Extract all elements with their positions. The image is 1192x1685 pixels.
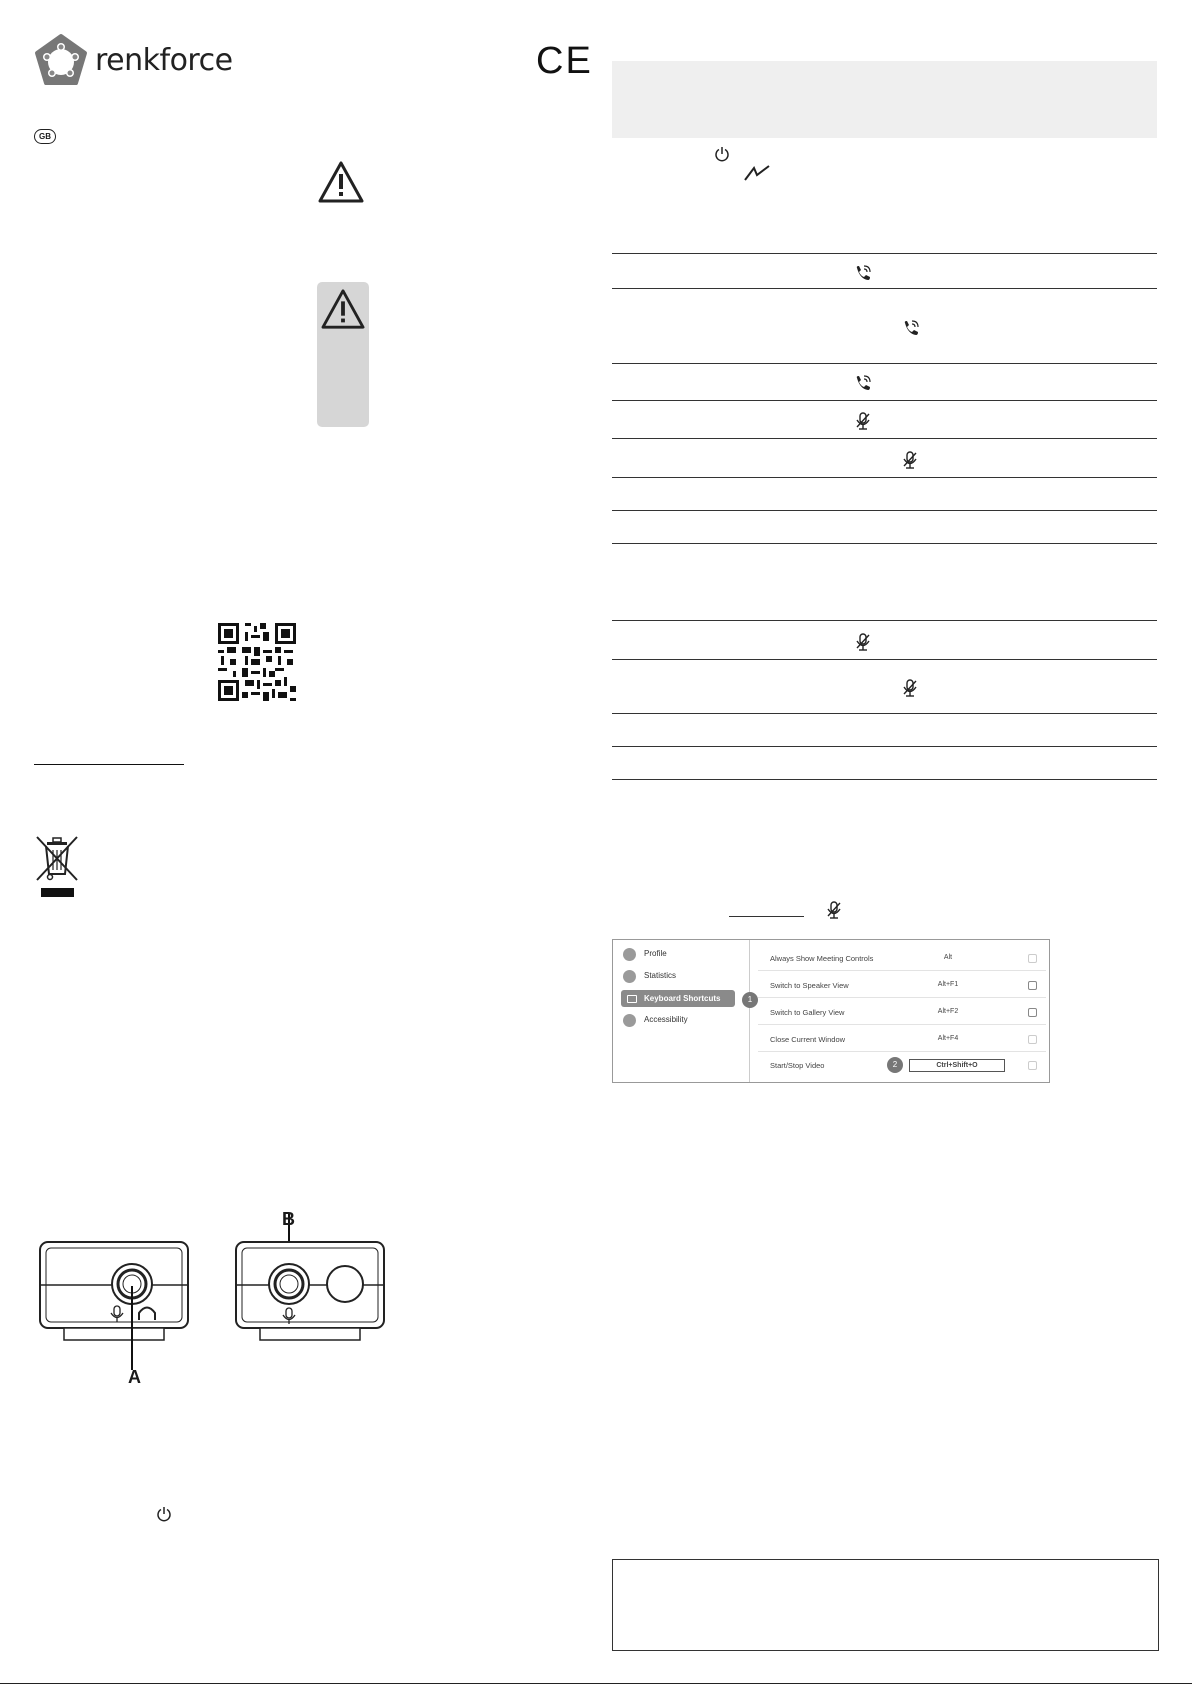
shortcut-label: Start/Stop Video [770, 1061, 825, 1070]
sidebar-item-label: Accessibility [644, 1015, 688, 1024]
settings-panel [612, 939, 1050, 1083]
sidebar-item-label: Statistics [644, 971, 677, 980]
shortcut-checkbox[interactable] [1028, 1061, 1037, 1070]
table-rule [612, 400, 1157, 401]
caution-panel [317, 282, 369, 427]
mic-mute-icon [826, 900, 842, 920]
table-rule [612, 288, 1157, 289]
ce-mark: CE [536, 40, 593, 82]
table-rule [612, 438, 1157, 439]
callout-badge-2: 2 [887, 1057, 903, 1073]
diagram-label-a: A [128, 1367, 141, 1387]
shortcut-checkbox[interactable] [1028, 981, 1037, 990]
power-icon [714, 146, 730, 162]
footer-rule [0, 1683, 1192, 1684]
table-rule [612, 253, 1157, 254]
device-diagram-right [232, 1214, 392, 1344]
shortcut-key[interactable]: Alt+F1 [937, 981, 959, 988]
language-badge: GB [34, 129, 56, 144]
diagram-label-b: B [282, 1209, 295, 1229]
table-rule [612, 620, 1157, 621]
shortcut-row [758, 970, 1046, 998]
table-rule [612, 543, 1157, 544]
phone-icon [854, 264, 872, 282]
shortcut-checkbox[interactable] [1028, 1035, 1037, 1044]
sidebar-item-keyboard-shortcuts[interactable] [621, 990, 735, 1007]
phone-icon [902, 319, 920, 337]
sidebar-divider [749, 940, 750, 1082]
warning-icon [317, 160, 365, 204]
sidebar-item-statistics[interactable] [623, 969, 743, 985]
table-rule [612, 779, 1157, 780]
user-icon [623, 948, 636, 961]
shortcut-row [758, 1024, 1046, 1052]
shortcut-checkbox[interactable] [1028, 954, 1037, 963]
notice-box [612, 1559, 1159, 1651]
sidebar-item-accessibility[interactable] [623, 1013, 743, 1029]
shortcut-key[interactable]: Alt [943, 954, 953, 961]
chart-icon [623, 970, 636, 983]
link-underline [729, 916, 804, 917]
shortcut-checkbox[interactable] [1028, 1008, 1037, 1017]
keyboard-icon [627, 995, 637, 1003]
brand-logo [33, 33, 233, 91]
power-icon [156, 1506, 172, 1522]
shortcut-row [758, 1051, 1046, 1078]
shortcut-label: Switch to Gallery View [770, 1008, 845, 1017]
header-box [612, 61, 1157, 138]
table-rule [612, 746, 1157, 747]
shortcut-row [758, 997, 1046, 1025]
shortcut-key-input[interactable]: Ctrl+Shift+O [909, 1059, 1005, 1072]
shortcut-label: Always Show Meeting Controls [770, 954, 874, 963]
mic-mute-icon [902, 450, 918, 470]
brand-name: renkforce [95, 43, 233, 78]
shortcut-label: Switch to Speaker View [770, 981, 849, 990]
sidebar-item-profile[interactable] [623, 947, 743, 963]
shortcut-row [758, 943, 1046, 971]
phone-icon [854, 374, 872, 392]
shortcut-label: Close Current Window [770, 1035, 846, 1044]
settings-sidebar [613, 940, 749, 1082]
sidebar-item-label: Keyboard Shortcuts [644, 994, 721, 1003]
signal-icon [743, 164, 771, 182]
table-rule [612, 713, 1157, 714]
device-diagram-left [36, 1214, 196, 1384]
shortcut-key[interactable]: Alt+F4 [937, 1035, 959, 1042]
table-rule [612, 510, 1157, 511]
table-rule [612, 363, 1157, 364]
section-rule [34, 764, 184, 765]
table-rule [612, 477, 1157, 478]
renkforce-logo-icon [33, 33, 89, 89]
callout-badge-1: 1 [742, 992, 758, 1008]
accessibility-icon [623, 1014, 636, 1027]
warning-icon [320, 288, 366, 330]
mic-mute-icon [902, 678, 918, 698]
shortcut-key[interactable]: Alt+F2 [937, 1008, 959, 1015]
qr-code[interactable] [218, 622, 296, 702]
table-rule [612, 659, 1157, 660]
mic-mute-icon [855, 632, 871, 652]
mic-mute-icon [855, 411, 871, 431]
sidebar-item-label: Profile [644, 949, 667, 958]
weee-bin-icon [34, 834, 80, 900]
